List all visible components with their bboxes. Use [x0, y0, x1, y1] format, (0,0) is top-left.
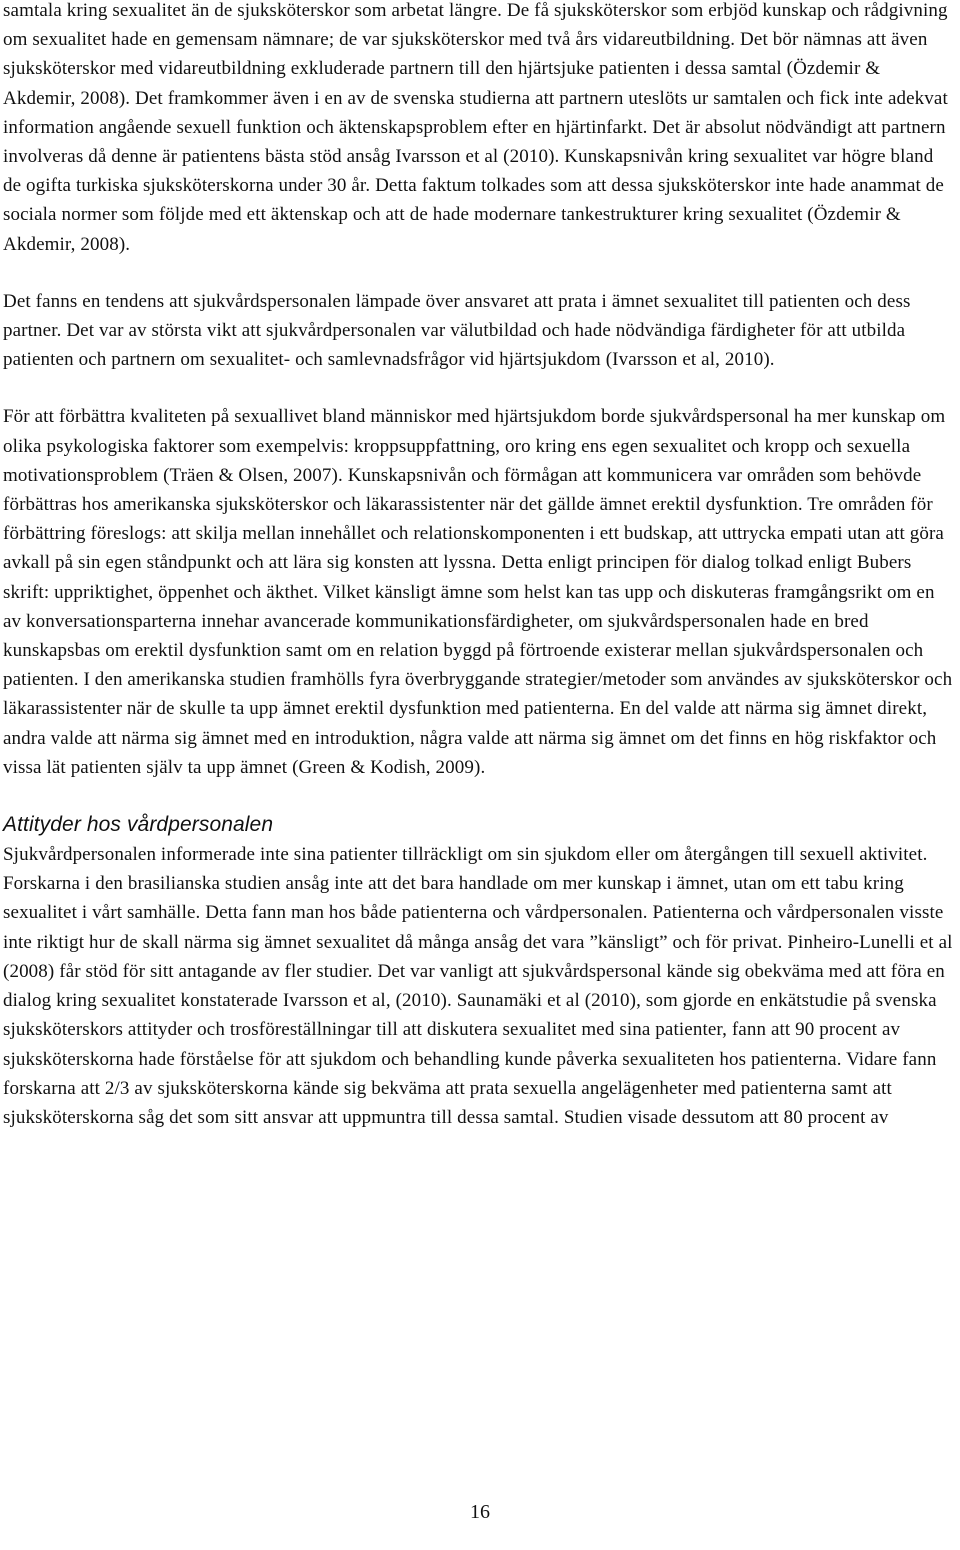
body-text	[3, 0, 954, 1132]
paragraph-1: samtala kring sexualitet än de sjuksköterskor som arbetat längre. De få sjuksköterskor som erbjöd kunskap och rådgivning om sexualitet hade en gemensam nämnare; de var sjuksköterskor med två års vidareutbildning. Det bör nämnas att även sjuksköterskor med vidareutbildning exkluderade partnern till den hjärtsjuke patienten i dessa samtal (Özdemir & Akdemir, 2008). Det framkommer även i en av de svenska studierna att partnern uteslöts ur samtalen och fick inte adekvat information angående sexuell funktion och äktenskapsproblem efter en hjärtinfarkt. Det är absolut nödvändigt att partnern involveras då denne är patientens bästa stöd ansåg Ivarsson et al (2010). Kunskapsnivån kring sexualitet var högre bland de ogifta turkiska sjuksköterskorna under 30 år. Detta faktum tolkades som att dessa sjuksköterskor inte hade anammat de sociala normer som följde med ett äktenskap och att de hade modernare tankestrukturer kring sexualitet (Özdemir & Akdemir, 2008).	[3, 0, 948, 255]
section-paragraph: Sjukvårdpersonalen informerade inte sina patienter tillräckligt om sin sjukdom eller om återgången till sexuell aktivitet. Forskarna i den brasilianska studien ansåg inte att det bara handlade om mer kunskap i ämnet, utan om ett tabu kring sexualitet i vårt samhälle. Detta fann man hos både patienterna och vårdpersonalen. Patienterna och vårdpersonalen visste inte riktigt hur de skall närma sig ämnet sexualitet då många ansåg det vara ”känsligt” och för privat. Pinheiro-Lunelli et al (2008) får stöd för sitt antagande av fler studier. Det var vanligt att sjukvårdspersonal kände sig obekväma med att föra en dialog kring sexualitet konstaterade Ivarsson et al, (2010). Saunamäki et al (2010), som gjorde en enkätstudie på svenska sjuksköterskors attityder och trosföreställningar till att diskutera sexualitet med sina patienter, fann att 90 procent av sjuksköterskorna hade förståelse för att sjukdom och behandling kunde påverka sexualiteten hos patienterna. Vidare fann forskarna att 2/3 av sjuksköterskorna kände sig bekväma att prata sexuella angelägenheter med patienterna samt att sjuksköterskorna såg det som sitt ansvar att uppmuntra till dessa samtal. Studien visade dessutom att 80 procent av	[3, 844, 953, 1128]
section-heading: Attityder hos vårdpersonalen	[3, 813, 274, 837]
paragraph-2: Det fanns en tendens att sjukvårdspersonalen lämpade över ansvaret att prata i ämnet sexualitet till patienten och dess partner. Det var av största vikt att sjukvårdpersonalen var välutbildad och hade nödvändiga färdigheter för att utbilda patienten och partnern om sexualitet- och samlevnadsfrågor vid hjärtsjukdom (Ivarsson et al, 2010).	[3, 290, 911, 371]
page-number: 16	[470, 1501, 490, 1523]
paragraph-3: För att förbättra kvaliteten på sexuallivet bland människor med hjärtsjukdom borde sjukvårdspersonal ha mer kunskap om olika psykologiska faktorer som exempelvis: kroppsuppfattning, oro kring ens egen sexualitet och kropp och sexuella motivationsproblem (Träen & Olsen, 2007). Kunskapsnivån och förmågan att kommunicera var områden som behövde förbättras hos amerikanska sjuksköterskor och läkarassistenter när det gällde ämnet erektil dysfunktion. Tre områden för förbättring föreslogs: att skilja mellan innehållet och relationskomponenten i ett budskap, att uttrycka empati utan att göra avkall på sin egen ståndpunkt och att lära sig konsten att lyssna. Detta enligt principen för dialog tolkad enligt Bubers skrift: uppriktighet, öppenhet och äkthet. Vilket känsligt ämne som helst kan tas upp och diskuteras framgångsrikt om en av konversationsparterna innehar avancerade kommunikationsfärdigheter, om sjukvårdspersonalen hade en bred kunskapsbas om erektil dysfunktion samt om en relation byggd på förtroende existerar mellan sjukvårdspersonalen och patienten. I den amerikanska studien framhölls fyra överbryggande strategier/metoder som användes av sjuksköterskor och läkarassistenter när de skulle ta upp ämnet erektil dysfunktion med patienterna. En del valde att närma sig ämnet direkt, andra valde att närma sig ämnet med en introduktion, några valde att närma sig ämnet om det finns en hög riskfaktor och vissa lät patienten själv ta upp ämnet (Green & Kodish, 2009).	[3, 406, 953, 778]
